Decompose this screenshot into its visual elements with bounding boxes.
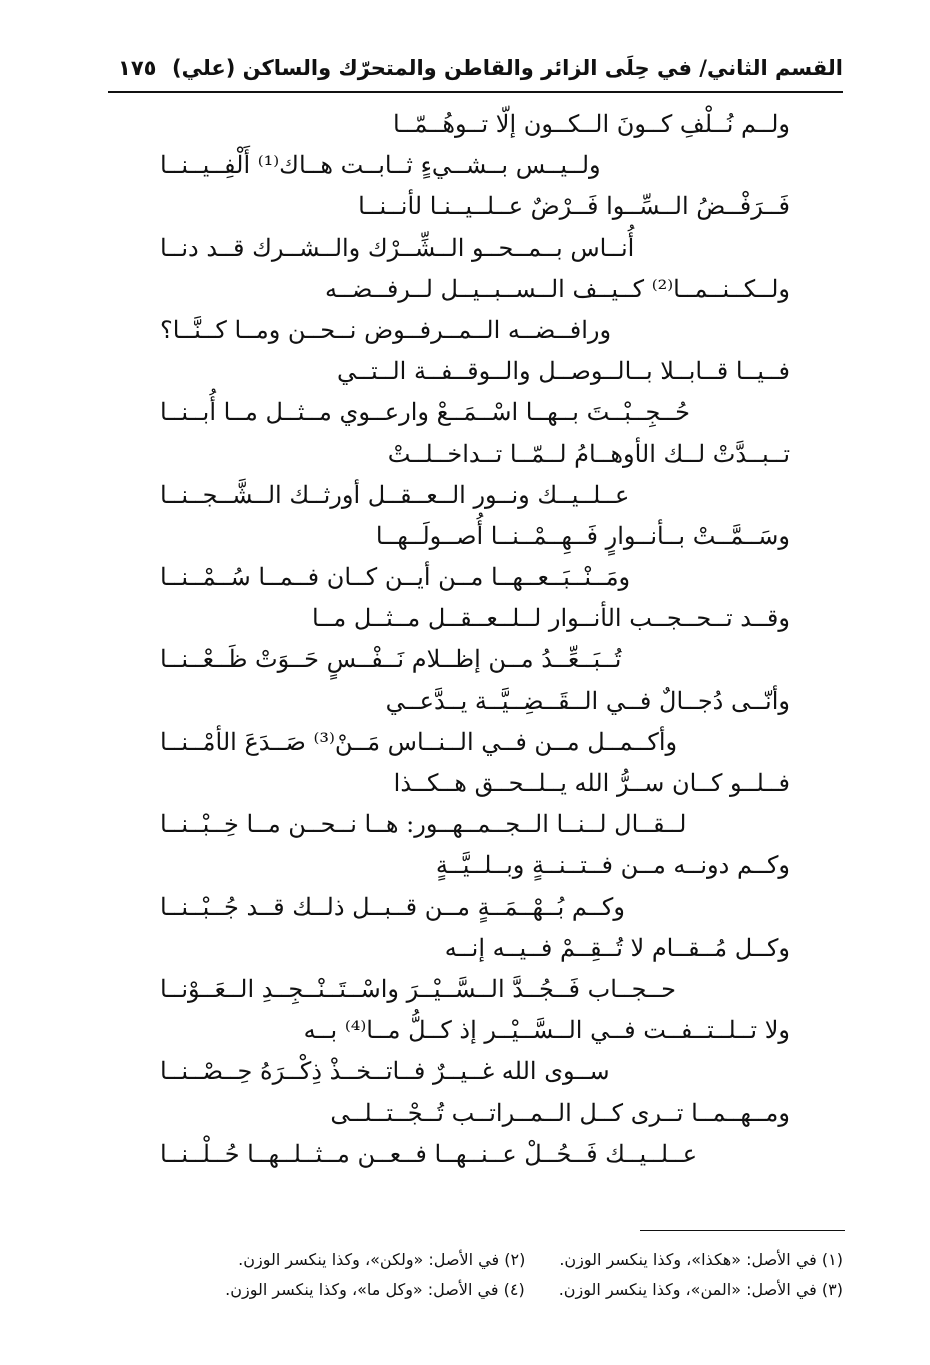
header-divider — [108, 91, 843, 93]
verse-line — [150, 804, 790, 845]
verse-text: حُــجِــبْــتَ بــهــا اسْــمَــعْ وارعــوي مــثــل مــا أُبــنــا — [160, 398, 690, 427]
verse-line — [150, 351, 790, 392]
verse-text: ولا تــلــتــفــت فــي الــسَّــيْــر إذ كــلُّ مــا⁽⁴⁾ بــه — [303, 1016, 790, 1045]
verse-line — [150, 310, 790, 351]
verse-line — [150, 1134, 790, 1175]
verse-line — [150, 1093, 790, 1134]
verse-text: تُــبَــعِّــدُ مــن إظــلام نَــفْــسٍ حَــوَتْ ظَــعْــنــا — [160, 645, 622, 674]
verse-line — [150, 434, 790, 475]
verse-text: وكــل مُــقــام لا تُــقِــمْ فــيــه إنــه — [444, 933, 790, 962]
verse-text: ولــيــس بــشــيءٍ ثــابــت هــاك⁽¹⁾ أَلْفِــيــنــا — [160, 151, 601, 180]
verse-line — [150, 186, 790, 227]
verse-line — [150, 763, 790, 804]
verse-text: ولــكــنــمــا⁽²⁾ كــيــف الــســبــيــل لــرفــضــه — [325, 274, 790, 303]
verse-line — [150, 887, 790, 928]
poem — [150, 104, 790, 1175]
running-title: القسم الثاني/ في حِلَى الزائر والقاطن والمتحرّك والساكن (علي) — [171, 56, 843, 80]
footnote-divider — [640, 1230, 845, 1231]
footnote: (٤) في الأصل: «وكل ما»، وكذا ينكسر الوزن. — [225, 1280, 525, 1299]
verse-text: ورافــضــه الــمــرفــوض نــحــن ومــا كــنَّــا؟ — [160, 315, 612, 344]
footnote: (١) في الأصل: «هكذا»، وكذا ينكسر الوزن. — [559, 1250, 843, 1269]
verse-text: عــلــيــك ونــور الــعــقــل أورثــك الــشَّــجــنــا — [160, 480, 630, 509]
verse-text: وسَــمَّــتْ بــأنــوارٍ فَــهِــمْــنــا أُصــولَــهــا — [375, 521, 790, 550]
verse-text: وكــم بُــهْــمَــةٍ مــن قــبــل ذلــك قــد جُــبْــنــا — [160, 892, 625, 921]
verse-line — [150, 228, 790, 269]
footnote: (٢) في الأصل: «ولكن»، وكذا ينكسر الوزن. — [238, 1250, 526, 1269]
verse-line — [150, 104, 790, 145]
verse-text: أُنــاس بــمــحــو الــشِّــرْك والــشــرك قــد دنــا — [160, 233, 635, 262]
verse-line — [150, 845, 790, 886]
verse-line — [150, 145, 790, 186]
verse-line — [150, 392, 790, 433]
verse-text: فــيــا قــابــلا بــالــوصــل والــوقــفــة الــتــي — [336, 357, 790, 386]
verse-text: ولــم نُــلْفِ كــونَ الــكــون إلّا تــوهُــمّــا — [393, 110, 790, 138]
verse-text: وكــم دونــه مــن فــتــنــةٍ وبــلــيَّــةٍ — [435, 851, 790, 880]
verse-line — [150, 475, 790, 516]
verse-line — [150, 928, 790, 969]
verse-text: وقــد تــحــجــب الأنــوار لــلــعــقــل مــثــل مــا — [311, 604, 790, 633]
verse-line — [150, 269, 790, 310]
page-number: ١٧٥ — [118, 56, 157, 80]
verse-text: فــلــو كــان ســرُّ الله يــلــحــق هــكــذا — [393, 769, 790, 797]
verse-text: عــلــيــك فَــحُــلْ عــنــهــا فــعــن مــثــلــهــا حُــلْــنــا — [160, 1139, 698, 1168]
footnotes — [108, 1245, 843, 1305]
page-header — [108, 52, 843, 92]
verse-text: وأنّــى دُجــالٌ فــي الــقَــضِــيَّــة يــدَّعــي — [385, 686, 790, 715]
verse-text: حــجــاب فَــجُــدَّ الــسَّــيْــرَ واسْــتَــنْــجِــدِ الــعَــوْنــا — [160, 974, 676, 1003]
verse-line — [150, 516, 790, 557]
verse-text: ومَــنْــبَــعــهــا مــن أيــن كــان فــمــا سُــمْــنــا — [160, 563, 631, 592]
verse-line — [150, 1051, 790, 1092]
verse-text: تــبــدَّتْ لــك الأوهــامُ لــمّــا تــداخــلــتْ — [387, 439, 790, 468]
verse-text: لــقــال لــنــا الــجــمــهــور: هــا نــحــن مــا خِــبْــنــا — [160, 810, 687, 839]
verse-line — [150, 557, 790, 598]
verse-text: فَــرَفْــضُ الــسِّــوا فَــرْضٌ عــلــيــنـا لأنــنــا — [358, 192, 790, 221]
verse-line — [150, 1010, 790, 1051]
verse-text: ســوى الله غــيــرٌ فــاتــخــذْ ذِكْــرَهُ حِــصْــنــا — [160, 1057, 610, 1086]
verse-line — [150, 969, 790, 1010]
verse-text: ومــهــمــا تــرى كــل الــمــراتــب تُــجْــتــلــى — [330, 1098, 790, 1127]
verse-line — [150, 639, 790, 680]
footnote-row — [108, 1245, 843, 1275]
verse-line — [150, 722, 790, 763]
footnote: (٣) في الأصل: «المن»، وكذا ينكسر الوزن. — [558, 1280, 843, 1299]
verse-text: وأكــمــل مــن فــي الــنــاس مَــنْ⁽³⁾ صَــدَعَ الأمْــنــا — [160, 727, 678, 756]
footnote-row — [108, 1275, 843, 1305]
verse-line — [150, 681, 790, 722]
verse-line — [150, 598, 790, 639]
